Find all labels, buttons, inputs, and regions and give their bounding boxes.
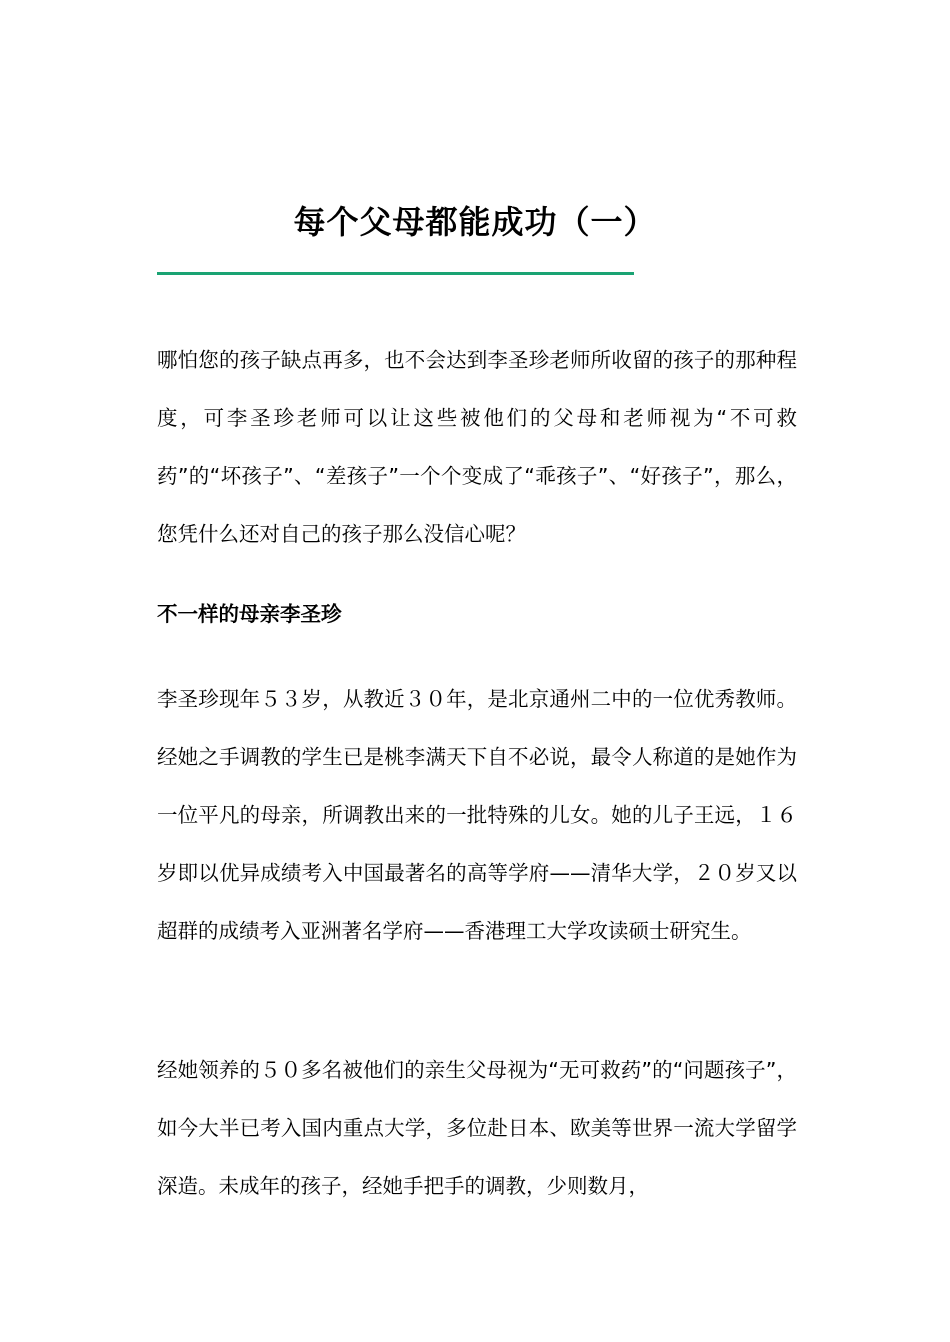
- paragraph-adopted-children: 经她领养的５０多名被他们的亲生父母视为“无可救药”的“问题孩子”，如今大半已考入国内重点大学，多位赴日本、欧美等世界一流大学留学深造。未成年的孩子，经她手把手的调教，少则数月，: [157, 1058, 797, 1198]
- title-underline: [157, 272, 634, 275]
- section-heading: 不一样的母亲李圣珍: [157, 602, 342, 626]
- document-title: 每个父母都能成功（一）: [293, 203, 657, 241]
- paragraph-biography: 李圣珍现年５３岁，从教近３０年，是北京通州二中的一位优秀教师。经她之手调教的学生已是桃李满天下自不必说，最令人称道的是她作为一位平凡的母亲，所调教出来的一批特殊的儿女。她的儿子王远，１６岁即以优异成绩考入中国最著名的高等学府——清华大学，２０岁又以超群的成绩考入亚洲著名学府——香港理工大学攻读硕士研究生。: [157, 687, 797, 943]
- paragraph-intro: 哪怕您的孩子缺点再多，也不会达到李圣珍老师所收留的孩子的那种程度，可李圣珍老师可以让这些被他们的父母和老师视为“不可救药”的“坏孩子”、“差孩子”一个个变成了“乖孩子”、“好孩子”，那么，您凭什么还对自己的孩子那么没信心呢？: [157, 348, 797, 546]
